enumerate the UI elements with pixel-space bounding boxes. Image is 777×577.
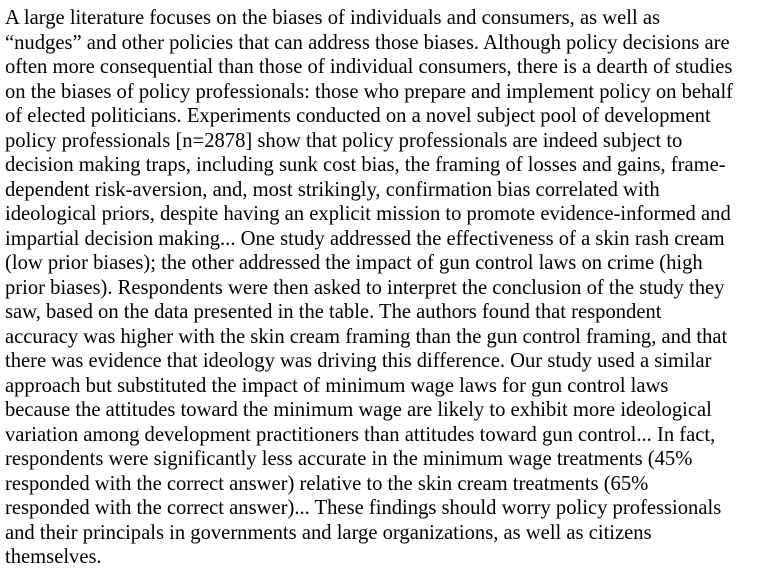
- text-line-17: because the attitudes toward the minimum wage are likely to exhibit more ideological: [5, 399, 712, 421]
- text-line-11: (low prior biases); the other addressed the impact of gun control laws on crime (high: [5, 252, 703, 274]
- text-line-1: A large literature focuses on the biases of individuals and consumers, as well as: [5, 7, 661, 29]
- text-line-14: accuracy was higher with the skin cream framing than the gun control framing, and that: [5, 325, 728, 348]
- text-line-16: approach but substituted the impact of minimum wage laws for gun control laws: [5, 374, 669, 397]
- text-line-20: responded with the correct answer) relative to the skin cream treatments (65%: [5, 472, 649, 495]
- text-line-18: variation among development practitioners than attitudes toward gun control... In fact,: [5, 423, 716, 446]
- text-line-23: themselves.: [5, 546, 102, 568]
- text-line-4: on the biases of policy professionals: those who prepare and implement policy on behalf: [5, 80, 734, 103]
- text-line-2: “nudges” and other policies that can address those biases. Although policy decisions are: [5, 31, 730, 54]
- text-line-9: ideological priors, despite having an explicit mission to promote evidence-informed and: [5, 203, 731, 225]
- text-line-19: respondents were significantly less accurate in the minimum wage treatments (45%: [5, 448, 693, 470]
- text-line-6: policy professionals [n=2878] show that policy professionals are indeed subject to: [5, 129, 683, 152]
- text-line-10: impartial decision making... One study addressed the effectiveness of a skin rash cream: [5, 227, 725, 250]
- text-line-3: often more consequential than those of individual consumers, there is a dearth of studies: [5, 56, 733, 78]
- abstract-paragraph: [5, 6, 772, 570]
- text-line-21: responded with the correct answer)... These findings should worry policy professionals: [5, 497, 722, 519]
- text-line-8: dependent risk-aversion, and, most strikingly, confirmation bias correlated with: [5, 178, 660, 201]
- text-line-7: decision making traps, including sunk cost bias, the framing of losses and gains, frame-: [5, 154, 726, 176]
- text-line-12: prior biases). Respondents were then asked to interpret the conclusion of the study they: [5, 276, 725, 299]
- text-line-13: saw, based on the data presented in the table. The authors found that respondent: [5, 301, 662, 323]
- text-line-22: and their principals in governments and large organizations, as well as citizens: [5, 521, 652, 544]
- text-line-5: of elected politicians. Experiments conducted on a novel subject pool of development: [5, 105, 711, 127]
- text-line-15: there was evidence that ideology was driving this difference. Our study used a similar: [5, 350, 712, 372]
